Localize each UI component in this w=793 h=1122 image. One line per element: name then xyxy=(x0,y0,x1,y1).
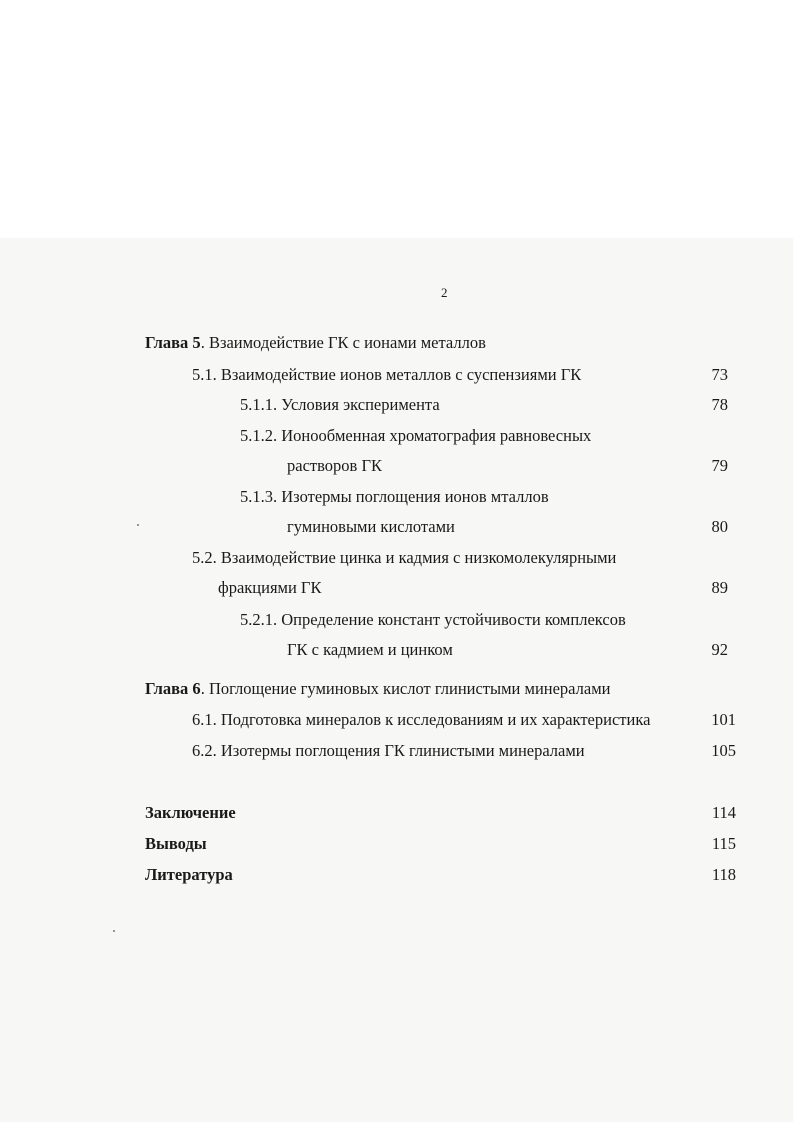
toc-page-6-1: 101 xyxy=(711,710,736,729)
toc-entry-conclusion xyxy=(145,803,236,823)
page-number: 2 xyxy=(441,285,448,300)
toc-page-6-2: 105 xyxy=(711,741,736,760)
literature-label: Литература xyxy=(145,865,233,884)
toc-chapter-6 xyxy=(145,679,610,699)
toc-entry-5-1-2: 5.1.2. Ионообменная хроматография равновесных xyxy=(240,426,592,445)
toc-entry-findings xyxy=(145,834,207,854)
chapter-6-title: . Поглощение гуминовых кислот глинистыми минералами xyxy=(200,679,611,698)
toc-page-5-2-1: 92 xyxy=(711,640,728,659)
toc-entry-5-2-1-cont: ГК с кадмием и цинком xyxy=(287,640,453,659)
toc-entry-5-1-2-cont: растворов ГК xyxy=(287,456,382,475)
toc-page-findings: 115 xyxy=(711,834,736,853)
toc-entry-6-1: 6.1. Подготовка минералов к исследованиям и их характеристика xyxy=(192,710,651,729)
toc-entry-5-2-cont: фракциями ГК xyxy=(218,578,322,597)
chapter-6-label: Глава 6 xyxy=(145,679,201,698)
toc-page-5-2: 89 xyxy=(711,578,728,597)
toc-entry-5-1: 5.1. Взаимодействие ионов металлов с суспензиями ГК xyxy=(192,365,582,384)
toc-entry-5-1-3: 5.1.3. Изотермы поглощения ионов мталлов xyxy=(240,487,549,506)
conclusion-label: Заключение xyxy=(145,803,236,822)
toc-entry-6-2: 6.2. Изотермы поглощения ГК глинистыми минералами xyxy=(192,741,585,760)
toc-chapter-5 xyxy=(145,333,486,353)
toc-entry-5-2: 5.2. Взаимодействие цинка и кадмия с низкомолекулярными xyxy=(192,548,617,567)
toc-entry-5-1-3-cont: гуминовыми кислотами xyxy=(287,517,455,536)
toc-entry-literature xyxy=(145,865,233,885)
toc-page-5-1-1: 78 xyxy=(711,395,728,414)
toc-page-5-1: 73 xyxy=(711,365,728,384)
toc-entry-5-2-1: 5.2.1. Определение констант устойчивости комплексов xyxy=(240,610,626,629)
toc-page-literature: 118 xyxy=(711,865,736,884)
chapter-5-title: . Взаимодействие ГК с ионами металлов xyxy=(200,333,486,352)
findings-label: Выводы xyxy=(145,834,207,853)
chapter-5-label: Глава 5 xyxy=(145,333,201,352)
toc-page-5-1-3: 80 xyxy=(711,517,728,536)
toc-entry-5-1-1: 5.1.1. Условия эксперимента xyxy=(240,395,440,414)
toc-page-5-1-2: 79 xyxy=(711,456,728,475)
toc-page-conclusion: 114 xyxy=(711,803,736,822)
